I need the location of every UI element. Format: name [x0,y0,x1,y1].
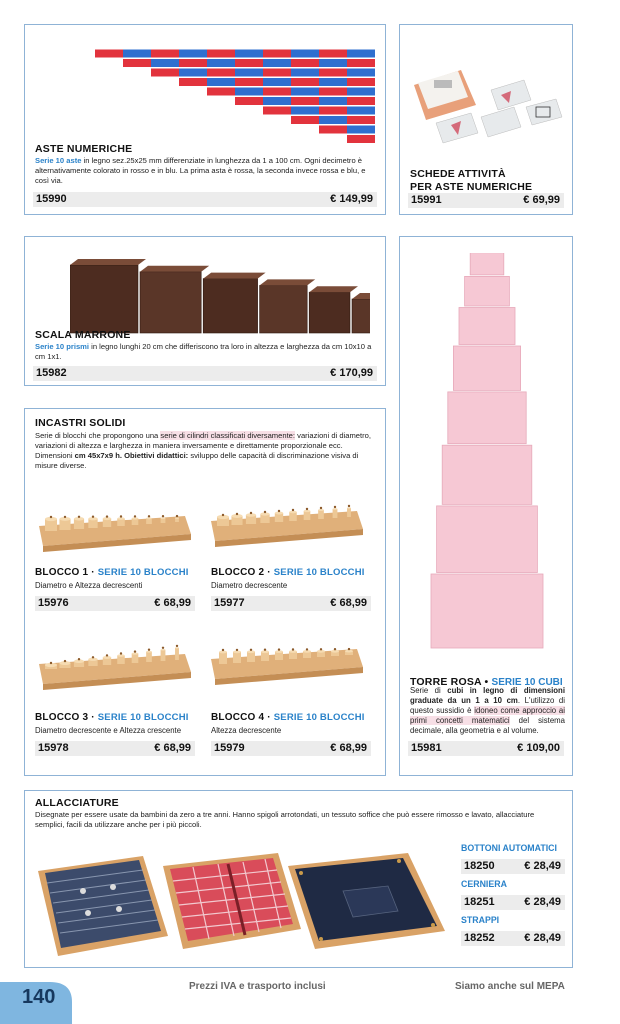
serie-label: SERIE 10 BLOCCHI [273,567,365,578]
serie-label: SERIE 10 BLOCCHI [97,567,189,578]
product-price: € 68,99 [330,597,367,609]
footer-center-text: Prezzi IVA e trasporto inclusi [189,981,326,992]
product-title: ASTE NUMERICHE [35,143,133,155]
variant-label: BOTTONI AUTOMATICI [461,843,557,853]
schede-attivita-image [406,45,566,155]
blocco-2-image [207,499,367,549]
blocco-1-image [35,504,195,554]
product-code: 15979 [214,742,245,754]
price-bar [408,741,564,756]
product-code: 15982 [36,367,67,379]
page-number-tab [0,972,80,1024]
product-price: € 28,49 [524,932,561,944]
allacciature-image [33,831,453,961]
product-description: Serie di cubi in legno di dimensioni graduate da un 1 a 10 cm. L'utilizzo di questo sussidio è idoneo come approccio ai primi concetti matematici del sistema decimale, alla geometria e al volume. [410,686,565,735]
blocco-2 [211,567,371,609]
torre-rosa-card [399,236,573,776]
section-title: ALLACCIATURE [35,797,119,809]
torre-rosa-image [412,253,562,653]
serie-label: SERIE 10 BLOCCHI [273,712,365,723]
product-title: SCALA MARRONE [35,329,131,341]
product-price: € 170,99 [330,367,373,379]
variant-label: CERNIERA [461,879,507,889]
blocco-title: BLOCCO 4 · [211,712,274,723]
variant-label: STRAPPI [461,915,500,925]
product-price: € 28,49 [524,896,561,908]
blocco-4 [211,712,371,754]
torre-title: TORRE ROSA • SERIE 10 CUBI [410,676,563,688]
price-bar [35,596,195,611]
blocco-title: BLOCCO 3 · [35,712,98,723]
product-code: 15977 [214,597,245,609]
blocco-subtitle: Diametro decrescente e Altezza crescente [35,726,182,735]
price-bar [461,895,565,910]
allacciature-price-list [461,843,565,946]
product-price: € 68,99 [154,742,191,754]
price-bar [33,192,377,207]
allacciature-card [24,790,573,968]
section-description: Disegnate per essere usate da bambini da zero a tre anni. Hanno spigoli arrotondati, un tessuto soffice che può essere rimosso e lavato, allacciature semplici, facili da utilizzare anche per i più piccoli. [35,810,535,829]
scala-marrone-card [24,236,386,386]
price-bar [461,859,565,874]
aste-numeriche-image [75,35,405,145]
price-bar [211,596,371,611]
incastri-solidi-card [24,408,386,776]
footer-right-text: Siamo anche sul MEPA [455,981,565,992]
price-bar [408,193,564,208]
product-code: 15981 [411,742,442,754]
price-bar [33,366,377,381]
product-description: Serie 10 aste in legno sez.25x25 mm differenziate in lunghezza da 1 a 100 cm. Ogni decimetro è alternativamente colorato in rosso e in blu. La prima asta è rossa, la seconda invece rossa e blu, e così via. [35,156,366,185]
blocco-subtitle: Diametro decrescente [211,581,288,590]
blocco-1 [35,567,195,609]
blocco-title: BLOCCO 1 · [35,567,98,578]
blocco-4-image [207,637,367,687]
product-description: Serie 10 prismi in legno lunghi 20 cm che differiscono tra loro in altezza e larghezza da cm 10x10 a cm 1x1. [35,342,372,361]
aste-numeriche-card [24,24,386,215]
product-code: 18250 [464,860,495,872]
blocco-3 [35,712,195,754]
product-price: € 68,99 [330,742,367,754]
price-bar [461,931,565,946]
product-code: 18251 [464,896,495,908]
price-bar [35,741,195,756]
product-price: € 109,00 [517,742,560,754]
product-code: 15976 [38,597,69,609]
product-code: 15991 [411,194,442,206]
product-code: 15990 [36,193,67,205]
page-number: 140 [22,986,56,1008]
product-price: € 28,49 [524,860,561,872]
schede-attivita-card [399,24,573,215]
serie-label: SERIE 10 BLOCCHI [97,712,189,723]
blocco-subtitle: Altezza decrescente [211,726,282,735]
blocco-3-image [35,642,195,692]
product-code: 18252 [464,932,495,944]
product-code: 15978 [38,742,69,754]
product-price: € 68,99 [154,597,191,609]
product-price: € 69,99 [523,194,560,206]
product-title: SCHEDE ATTIVITÀ PER ASTE NUMERICHE [410,168,533,193]
product-price: € 149,99 [330,193,373,205]
scala-marrone-image [70,241,370,341]
blocco-title: BLOCCO 2 · [211,567,274,578]
section-title: INCASTRI SOLIDI [35,417,126,429]
price-bar [211,741,371,756]
blocco-subtitle: Diametro e Altezza decrescenti [35,581,143,590]
section-description: Serie di blocchi che propongono una serie di cilindri classificati diversamente: variazioni di diametro, variazioni di altezza e larghezza in maniera inversamente e direttamente proporzionale ecc. Dimensioni cm 45x7x9 h. Obiettivi didattici: sviluppo delle capacità di discriminazione visiva di misure diverse. [35,431,372,470]
